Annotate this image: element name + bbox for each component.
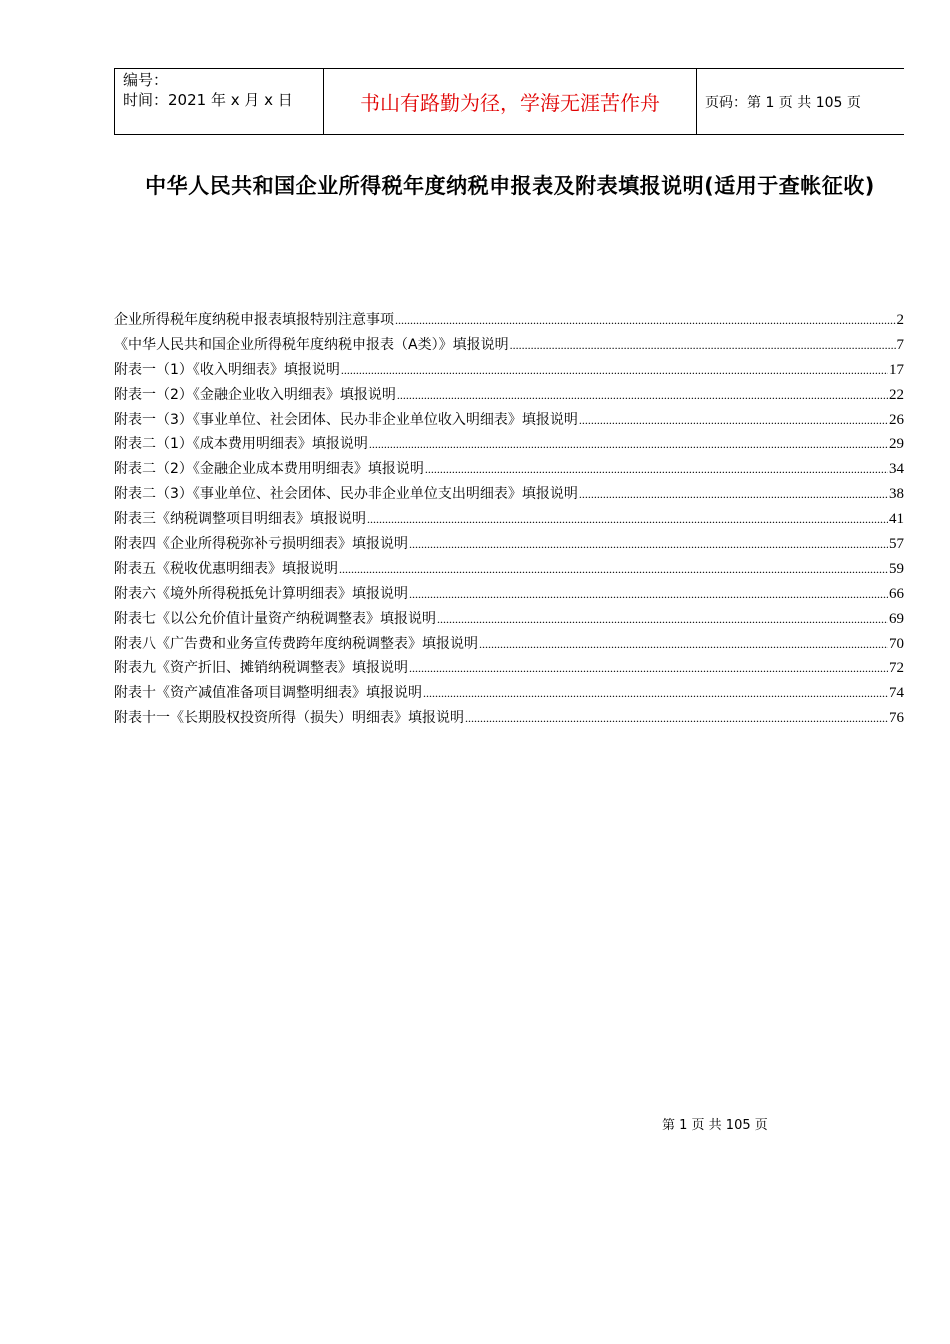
- toc-entry[interactable]: [114, 582, 904, 607]
- toc-dot-leader: [409, 582, 888, 607]
- toc-entry-title: 附表四《企业所得税弥补亏损明细表》填报说明: [114, 536, 408, 553]
- toc-entry-title: 《中华人民共和国企业所得税年度纳税申报表（A类）》填报说明: [114, 336, 509, 353]
- header-table: [114, 68, 904, 135]
- document-title: 中华人民共和国企业所得税年度纳税申报表及附表填报说明(适用于查帐征收): [145, 174, 875, 198]
- toc-entry-page-number: 57: [889, 536, 904, 553]
- toc-entry-title: 附表五《税收优惠明细表》填报说明: [114, 560, 338, 577]
- toc-entry[interactable]: [114, 308, 904, 333]
- toc-entry-title: 附表二（3）《事业单位、社会团体、民办非企业单位支出明细表》填报说明: [114, 486, 578, 503]
- toc-entry-title: 附表一（1）《收入明细表》填报说明: [114, 361, 340, 378]
- toc-entry-page-number: 69: [889, 610, 904, 627]
- toc-entry-page-number: 59: [889, 560, 904, 577]
- document-time-label: 时间：2021 年 x 月 x 日: [123, 91, 293, 109]
- toc-entry-page-number: 38: [889, 486, 904, 503]
- toc-dot-leader: [367, 507, 888, 532]
- page-footer: 第 1 页 共 105 页: [662, 1118, 768, 1133]
- toc-entry-page-number: 66: [889, 585, 904, 602]
- toc-entry[interactable]: [114, 383, 904, 408]
- toc-entry[interactable]: [114, 557, 904, 582]
- header-meta-cell: [115, 69, 324, 135]
- toc-entry-title: 附表一（3）《事业单位、社会团体、民办非企业单位收入明细表》填报说明: [114, 411, 578, 428]
- toc-entry[interactable]: [114, 358, 904, 383]
- toc-entry-title: 附表六《境外所得税抵免计算明细表》填报说明: [114, 585, 408, 602]
- toc-entry[interactable]: [114, 681, 904, 706]
- toc-dot-leader: [579, 482, 888, 507]
- toc-entry-page-number: 7: [896, 336, 904, 353]
- toc-entry-page-number: 72: [889, 660, 904, 677]
- toc-entry-page-number: 17: [889, 361, 904, 378]
- toc-entry[interactable]: [114, 482, 904, 507]
- toc-dot-leader: [409, 532, 888, 557]
- toc-entry-title: 附表七《以公允价值计量资产纳税调整表》填报说明: [114, 610, 436, 627]
- toc-entry-title: 附表三《纳税调整项目明细表》填报说明: [114, 511, 366, 528]
- toc-entry[interactable]: [114, 656, 904, 681]
- toc-entry-page-number: 41: [889, 511, 904, 528]
- toc-dot-leader: [425, 457, 888, 482]
- document-number-label: 编号：: [123, 71, 169, 89]
- toc-entry-page-number: 22: [889, 386, 904, 403]
- toc-dot-leader: [341, 358, 888, 383]
- header-page-info: 页码：第 1 页 共 105 页: [697, 69, 905, 135]
- toc-entry-page-number: 26: [889, 411, 904, 428]
- toc-entry-title: 企业所得税年度纳税申报表填报特别注意事项: [114, 312, 394, 328]
- toc-dot-leader: [423, 681, 888, 706]
- toc-entry[interactable]: [114, 607, 904, 632]
- toc-entry[interactable]: [114, 432, 904, 457]
- header-slogan: 书山有路勤为径，学海无涯苦作舟: [324, 69, 697, 135]
- toc-dot-leader: [510, 333, 896, 358]
- toc-dot-leader: [579, 408, 888, 433]
- toc-entry-page-number: 2: [896, 312, 904, 328]
- table-of-contents: [114, 308, 904, 731]
- toc-entry-title: 附表十一《长期股权投资所得（损失）明细表》填报说明: [114, 710, 464, 727]
- toc-entry-page-number: 29: [889, 436, 904, 453]
- toc-dot-leader: [479, 632, 888, 657]
- toc-entry[interactable]: [114, 706, 904, 731]
- toc-entry-title: 附表八《广告费和业务宣传费跨年度纳税调整表》填报说明: [114, 635, 478, 652]
- toc-dot-leader: [409, 656, 888, 681]
- toc-dot-leader: [339, 557, 888, 582]
- toc-entry[interactable]: [114, 333, 904, 358]
- toc-entry[interactable]: [114, 408, 904, 433]
- toc-dot-leader: [369, 432, 888, 457]
- toc-entry-title: 附表一（2）《金融企业收入明细表》填报说明: [114, 386, 396, 403]
- toc-dot-leader: [437, 607, 888, 632]
- toc-dot-leader: [465, 706, 888, 731]
- toc-entry-page-number: 70: [889, 635, 904, 652]
- toc-entry-page-number: 76: [889, 710, 904, 727]
- toc-entry[interactable]: [114, 507, 904, 532]
- toc-entry-title: 附表二（1）《成本费用明细表》填报说明: [114, 436, 368, 453]
- toc-entry[interactable]: [114, 632, 904, 657]
- toc-entry[interactable]: [114, 532, 904, 557]
- toc-entry-title: 附表二（2）《金融企业成本费用明细表》填报说明: [114, 461, 424, 478]
- toc-entry[interactable]: [114, 457, 904, 482]
- toc-entry-title: 附表十《资产减值准备项目调整明细表》填报说明: [114, 685, 422, 702]
- toc-entry-page-number: 34: [889, 461, 904, 478]
- toc-dot-leader: [397, 383, 888, 408]
- toc-dot-leader: [395, 308, 896, 333]
- toc-entry-page-number: 74: [889, 685, 904, 702]
- toc-entry-title: 附表九《资产折旧、摊销纳税调整表》填报说明: [114, 660, 408, 677]
